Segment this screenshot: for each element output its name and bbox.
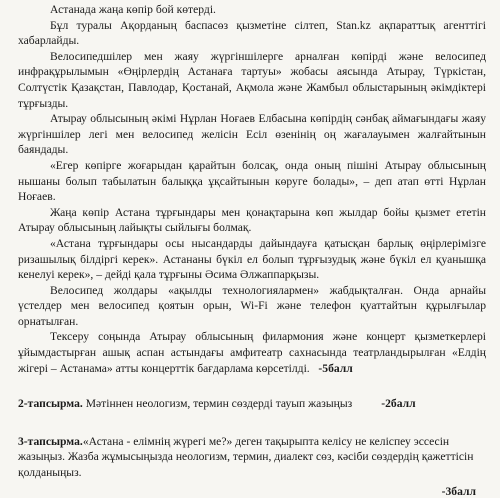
article-paragraph-2: Бұл туралы Ақорданың баспасөз қызметіне сілтеп, Stan.kz ақпараттық агенттігі хабарлайды. bbox=[18, 18, 486, 48]
article-paragraph-8: Велосипед жолдары «ақылды технологиялармен» жабдықталған. Онда арнайы үстелдер мен велосипед қоятын орын, Wi-Fi және телефон қуаттайтын құрылғылар орнатылған. bbox=[18, 283, 486, 328]
article-paragraph-7: «Астана тұрғындары осы нысандарды дайындауға қатысқан барлық өңірлерімізге ризашылық білдіргі керек». Астананы бүкіл ел болып тұрғызудық және бүкіл ел қуанышқа кенелуі керек», – дейді қала тұрғыны Әсима Әлжаппарқызы. bbox=[18, 236, 486, 282]
article-paragraph-4: Атырау облысының әкімі Нұрлан Ноғаев Елбасына көпірдің сәнбақ аймағындағы жаяу жүргіншілер легі мен велосипед желісін Есіл өзенінің оң жағалауымен жалғайтынын баяндады. bbox=[18, 112, 486, 157]
task-2 bbox=[18, 396, 486, 412]
task1-score: -5балл bbox=[318, 361, 353, 375]
task2-text: Мәтіннен неологизм, термин сөздерді тауып жазыңыз bbox=[82, 397, 353, 411]
article-paragraph-5: «Егер көпірге жоғарыдан қарайтын болсақ, онда оның пішіні Атырау облысының нышаны болып табылатын балыққа ұқсайтынын көруге болады», – деп атап өтті Нұрлан Ноғаев. bbox=[18, 158, 486, 204]
article-paragraph-6: Жаңа көпір Астана тұрғындары мен қонақтарына көп жылдар бойы қызмет ететін Атырау облысының лайықты сыйлығы болмақ. bbox=[18, 205, 486, 235]
article-paragraph-1: Астанада жаңа көпір бой көтерді. bbox=[50, 3, 216, 16]
task3-label: 3-тапсырма. bbox=[18, 434, 83, 448]
task2-label: 2-тапсырма. bbox=[18, 397, 83, 411]
task-3 bbox=[18, 434, 486, 481]
article-paragraph-9 bbox=[18, 329, 486, 376]
article-paragraph-9-text: Тексеру соңында Атырау облысының филармония және концерт қызметкерлері ұйымдастырған ашық аспан астындағы амфитеатр сахнасында театрландырылған «Елдің жігері – Астанама» атты концерттік бағдарлама көрсетілді. bbox=[18, 330, 486, 375]
article-paragraph-3: Велосипедшілер мен жаяу жүргіншілерге арналған көпірді және велосипед инфрақұрылымын «Өңірлердің Астанаға тартуы» жобасы аясында Атырау, Түркістан, Солтүстік Қазақстан, Павлодар, Қостанай, Ақмола және Жамбыл облыстарының әкімдіктері тұрғызды. bbox=[18, 49, 486, 110]
task3-score: -3балл bbox=[441, 484, 476, 498]
task2-score: -2балл bbox=[381, 397, 416, 411]
task3-text: «Астана - елімнің жүрегі ме?» деген тақырыпта келісу не келіспеу эссесін жазыңыз. Жазба жұмысыңызда неологизм, термин, диалект сөз, кәсіби сөздердің қажеттісін қолданыңыз. bbox=[18, 434, 474, 480]
